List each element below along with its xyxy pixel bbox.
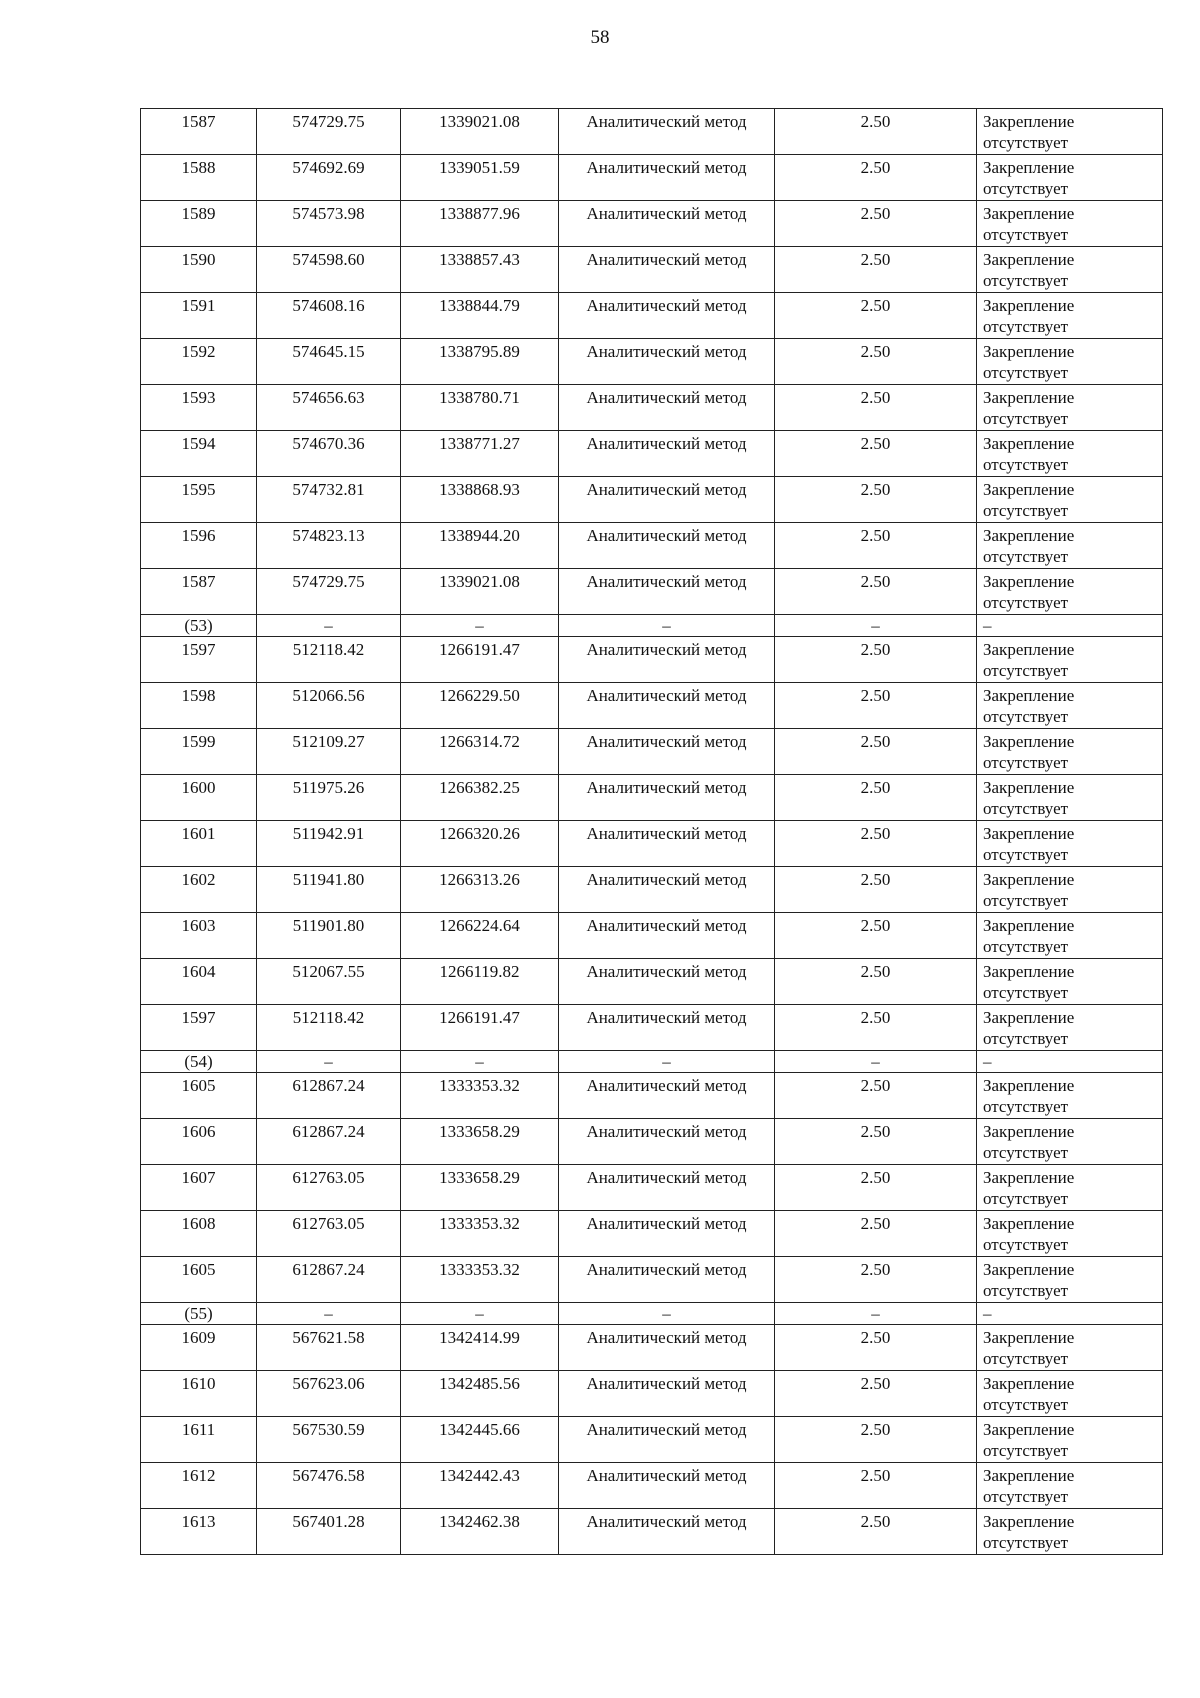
note-cell [977, 683, 1163, 729]
x-coordinate-cell: 512118.42 [257, 1005, 401, 1051]
note-line-2: отсутствует [983, 1441, 1069, 1460]
note-line-2: отсутствует [983, 1029, 1069, 1048]
note-line-1: Закрепление [983, 640, 1075, 659]
point-number-cell: 1613 [141, 1509, 257, 1555]
x-coordinate-cell: 512118.42 [257, 637, 401, 683]
point-number-cell: 1596 [141, 523, 257, 569]
y-coordinate-cell: 1338857.43 [401, 247, 559, 293]
y-coordinate-cell: 1342442.43 [401, 1463, 559, 1509]
accuracy-cell: 2.50 [775, 775, 977, 821]
table-row [141, 1073, 1163, 1119]
point-number-cell: 1592 [141, 339, 257, 385]
note-line-2: отсутствует [983, 1281, 1069, 1300]
x-coordinate-cell: 511901.80 [257, 913, 401, 959]
y-coordinate-cell: 1333658.29 [401, 1165, 559, 1211]
accuracy-cell: 2.50 [775, 1325, 977, 1371]
y-coordinate-cell: 1338877.96 [401, 201, 559, 247]
coordinates-table-body [141, 109, 1163, 1555]
note-line-2: отсутствует [983, 501, 1069, 520]
method-cell: Аналитический метод [559, 867, 775, 913]
table-row [141, 1119, 1163, 1165]
method-cell: Аналитический метод [559, 1005, 775, 1051]
note-line-1: Закрепление [983, 916, 1075, 935]
note-cell [977, 431, 1163, 477]
point-number-cell: 1588 [141, 155, 257, 201]
method-cell: Аналитический метод [559, 339, 775, 385]
note-cell [977, 959, 1163, 1005]
accuracy-cell: 2.50 [775, 683, 977, 729]
dash-cell: – [977, 1051, 1163, 1073]
method-cell: Аналитический метод [559, 1165, 775, 1211]
method-cell: Аналитический метод [559, 155, 775, 201]
y-coordinate-cell: 1333658.29 [401, 1119, 559, 1165]
note-cell [977, 1257, 1163, 1303]
method-cell: Аналитический метод [559, 683, 775, 729]
x-coordinate-cell: 574823.13 [257, 523, 401, 569]
y-coordinate-cell: 1342462.38 [401, 1509, 559, 1555]
table-row [141, 569, 1163, 615]
accuracy-cell: 2.50 [775, 1371, 977, 1417]
method-cell: Аналитический метод [559, 109, 775, 155]
point-number-cell: 1594 [141, 431, 257, 477]
method-cell: Аналитический метод [559, 293, 775, 339]
accuracy-cell: 2.50 [775, 1119, 977, 1165]
accuracy-cell: 2.50 [775, 1005, 977, 1051]
contour-separator-row [141, 615, 1163, 637]
table-row [141, 1257, 1163, 1303]
y-coordinate-cell: 1333353.32 [401, 1257, 559, 1303]
table-row [141, 1463, 1163, 1509]
table-row [141, 523, 1163, 569]
accuracy-cell: 2.50 [775, 1417, 977, 1463]
note-cell [977, 1073, 1163, 1119]
note-line-2: отсутствует [983, 133, 1069, 152]
method-cell: Аналитический метод [559, 637, 775, 683]
point-number-cell: 1603 [141, 913, 257, 959]
accuracy-cell: 2.50 [775, 729, 977, 775]
y-coordinate-cell: 1342485.56 [401, 1371, 559, 1417]
note-line-1: Закрепление [983, 686, 1075, 705]
accuracy-cell: 2.50 [775, 1257, 977, 1303]
accuracy-cell: 2.50 [775, 201, 977, 247]
note-cell [977, 867, 1163, 913]
method-cell: Аналитический метод [559, 1509, 775, 1555]
note-cell [977, 385, 1163, 431]
x-coordinate-cell: 574670.36 [257, 431, 401, 477]
y-coordinate-cell: 1342445.66 [401, 1417, 559, 1463]
y-coordinate-cell: 1338780.71 [401, 385, 559, 431]
note-line-2: отсутствует [983, 1235, 1069, 1254]
note-line-1: Закрепление [983, 1008, 1075, 1027]
coordinates-table [140, 108, 1163, 1555]
y-coordinate-cell: 1338944.20 [401, 523, 559, 569]
note-line-1: Закрепление [983, 112, 1075, 131]
accuracy-cell: 2.50 [775, 247, 977, 293]
x-coordinate-cell: 574598.60 [257, 247, 401, 293]
note-cell [977, 1211, 1163, 1257]
note-line-2: отсутствует [983, 1189, 1069, 1208]
note-cell [977, 1005, 1163, 1051]
point-number-cell: 1611 [141, 1417, 257, 1463]
x-coordinate-cell: 612867.24 [257, 1119, 401, 1165]
dash-cell: – [775, 1303, 977, 1325]
note-line-1: Закрепление [983, 296, 1075, 315]
table-row [141, 729, 1163, 775]
point-number-cell: 1597 [141, 637, 257, 683]
method-cell: Аналитический метод [559, 1325, 775, 1371]
note-line-1: Закрепление [983, 778, 1075, 797]
dash-cell: – [775, 615, 977, 637]
x-coordinate-cell: 567621.58 [257, 1325, 401, 1371]
dash-cell: – [559, 1051, 775, 1073]
y-coordinate-cell: 1338771.27 [401, 431, 559, 477]
accuracy-cell: 2.50 [775, 293, 977, 339]
note-cell [977, 1119, 1163, 1165]
note-cell [977, 1371, 1163, 1417]
note-cell [977, 201, 1163, 247]
note-line-2: отсутствует [983, 1487, 1069, 1506]
table-row [141, 1417, 1163, 1463]
note-line-2: отсутствует [983, 547, 1069, 566]
point-number-cell: 1598 [141, 683, 257, 729]
point-number-cell: 1606 [141, 1119, 257, 1165]
note-cell [977, 775, 1163, 821]
method-cell: Аналитический метод [559, 775, 775, 821]
point-number-cell: 1602 [141, 867, 257, 913]
table-row [141, 1371, 1163, 1417]
method-cell: Аналитический метод [559, 247, 775, 293]
point-number-cell: 1605 [141, 1257, 257, 1303]
note-line-2: отсутствует [983, 363, 1069, 382]
accuracy-cell: 2.50 [775, 339, 977, 385]
x-coordinate-cell: 567476.58 [257, 1463, 401, 1509]
point-number-cell: 1587 [141, 109, 257, 155]
y-coordinate-cell: 1339021.08 [401, 569, 559, 615]
point-number-cell: 1590 [141, 247, 257, 293]
dash-cell: – [401, 615, 559, 637]
note-cell [977, 821, 1163, 867]
method-cell: Аналитический метод [559, 959, 775, 1005]
y-coordinate-cell: 1266229.50 [401, 683, 559, 729]
x-coordinate-cell: 574608.16 [257, 293, 401, 339]
method-cell: Аналитический метод [559, 729, 775, 775]
note-cell [977, 637, 1163, 683]
method-cell: Аналитический метод [559, 569, 775, 615]
accuracy-cell: 2.50 [775, 1165, 977, 1211]
y-coordinate-cell: 1338844.79 [401, 293, 559, 339]
note-line-1: Закрепление [983, 962, 1075, 981]
table-row [141, 477, 1163, 523]
note-line-2: отсутствует [983, 661, 1069, 680]
y-coordinate-cell: 1266314.72 [401, 729, 559, 775]
table-row [141, 1005, 1163, 1051]
note-line-1: Закрепление [983, 1328, 1075, 1347]
method-cell: Аналитический метод [559, 523, 775, 569]
note-cell [977, 477, 1163, 523]
table-row [141, 1325, 1163, 1371]
table-row [141, 339, 1163, 385]
note-line-2: отсутствует [983, 1143, 1069, 1162]
point-number-cell: 1587 [141, 569, 257, 615]
note-line-1: Закрепление [983, 250, 1075, 269]
table-row [141, 247, 1163, 293]
note-line-2: отсутствует [983, 455, 1069, 474]
accuracy-cell: 2.50 [775, 477, 977, 523]
note-cell [977, 247, 1163, 293]
note-line-1: Закрепление [983, 732, 1075, 751]
note-line-2: отсутствует [983, 753, 1069, 772]
table-row [141, 385, 1163, 431]
accuracy-cell: 2.50 [775, 385, 977, 431]
x-coordinate-cell: 512109.27 [257, 729, 401, 775]
x-coordinate-cell: 574729.75 [257, 109, 401, 155]
note-cell [977, 1325, 1163, 1371]
x-coordinate-cell: 612867.24 [257, 1073, 401, 1119]
note-line-2: отсутствует [983, 983, 1069, 1002]
note-line-1: Закрепление [983, 824, 1075, 843]
note-line-1: Закрепление [983, 388, 1075, 407]
table-row [141, 637, 1163, 683]
table-row [141, 1165, 1163, 1211]
table-row [141, 913, 1163, 959]
table-row [141, 109, 1163, 155]
note-line-2: отсутствует [983, 225, 1069, 244]
y-coordinate-cell: 1333353.32 [401, 1211, 559, 1257]
point-number-cell: 1601 [141, 821, 257, 867]
note-line-1: Закрепление [983, 1420, 1075, 1439]
note-cell [977, 523, 1163, 569]
x-coordinate-cell: 612867.24 [257, 1257, 401, 1303]
note-line-1: Закрепление [983, 1168, 1075, 1187]
table-row [141, 293, 1163, 339]
method-cell: Аналитический метод [559, 1073, 775, 1119]
method-cell: Аналитический метод [559, 1371, 775, 1417]
method-cell: Аналитический метод [559, 477, 775, 523]
x-coordinate-cell: 612763.05 [257, 1165, 401, 1211]
dash-cell: – [775, 1051, 977, 1073]
dash-cell: – [559, 615, 775, 637]
y-coordinate-cell: 1266119.82 [401, 959, 559, 1005]
note-cell [977, 1165, 1163, 1211]
point-number-cell: 1593 [141, 385, 257, 431]
y-coordinate-cell: 1339051.59 [401, 155, 559, 201]
note-cell [977, 293, 1163, 339]
method-cell: Аналитический метод [559, 1417, 775, 1463]
table-row [141, 1509, 1163, 1555]
note-line-1: Закрепление [983, 204, 1075, 223]
note-line-1: Закрепление [983, 1374, 1075, 1393]
x-coordinate-cell: 574656.63 [257, 385, 401, 431]
note-line-1: Закрепление [983, 1214, 1075, 1233]
table-row [141, 683, 1163, 729]
note-line-1: Закрепление [983, 526, 1075, 545]
contour-separator-row [141, 1303, 1163, 1325]
note-cell [977, 155, 1163, 201]
y-coordinate-cell: 1266320.26 [401, 821, 559, 867]
accuracy-cell: 2.50 [775, 1509, 977, 1555]
accuracy-cell: 2.50 [775, 109, 977, 155]
point-number-cell: 1591 [141, 293, 257, 339]
method-cell: Аналитический метод [559, 385, 775, 431]
note-cell [977, 913, 1163, 959]
note-line-2: отсутствует [983, 799, 1069, 818]
table-row [141, 1211, 1163, 1257]
note-line-2: отсутствует [983, 593, 1069, 612]
y-coordinate-cell: 1266313.26 [401, 867, 559, 913]
accuracy-cell: 2.50 [775, 959, 977, 1005]
accuracy-cell: 2.50 [775, 1463, 977, 1509]
x-coordinate-cell: 512066.56 [257, 683, 401, 729]
accuracy-cell: 2.50 [775, 431, 977, 477]
table-row [141, 431, 1163, 477]
method-cell: Аналитический метод [559, 821, 775, 867]
x-coordinate-cell: 512067.55 [257, 959, 401, 1005]
note-line-1: Закрепление [983, 342, 1075, 361]
point-number-cell: 1612 [141, 1463, 257, 1509]
point-number-cell: 1600 [141, 775, 257, 821]
method-cell: Аналитический метод [559, 1211, 775, 1257]
note-line-2: отсутствует [983, 1395, 1069, 1414]
method-cell: Аналитический метод [559, 913, 775, 959]
note-cell [977, 339, 1163, 385]
contour-label-cell: (54) [141, 1051, 257, 1073]
note-cell [977, 729, 1163, 775]
y-coordinate-cell: 1266191.47 [401, 637, 559, 683]
note-line-1: Закрепление [983, 1076, 1075, 1095]
page-number: 58 [590, 27, 610, 48]
note-line-1: Закрепление [983, 870, 1075, 889]
table-row [141, 155, 1163, 201]
note-cell [977, 569, 1163, 615]
dash-cell: – [977, 615, 1163, 637]
x-coordinate-cell: 511942.91 [257, 821, 401, 867]
contour-separator-row [141, 1051, 1163, 1073]
note-cell [977, 1417, 1163, 1463]
method-cell: Аналитический метод [559, 431, 775, 477]
note-line-2: отсутствует [983, 707, 1069, 726]
note-line-1: Закрепление [983, 1512, 1075, 1531]
y-coordinate-cell: 1333353.32 [401, 1073, 559, 1119]
x-coordinate-cell: 574573.98 [257, 201, 401, 247]
accuracy-cell: 2.50 [775, 637, 977, 683]
point-number-cell: 1609 [141, 1325, 257, 1371]
note-line-1: Закрепление [983, 480, 1075, 499]
dash-cell: – [401, 1051, 559, 1073]
note-line-1: Закрепление [983, 1122, 1075, 1141]
accuracy-cell: 2.50 [775, 569, 977, 615]
x-coordinate-cell: 574729.75 [257, 569, 401, 615]
note-line-2: отсутствует [983, 179, 1069, 198]
table-row [141, 775, 1163, 821]
y-coordinate-cell: 1266191.47 [401, 1005, 559, 1051]
contour-label-cell: (53) [141, 615, 257, 637]
note-line-2: отсутствует [983, 1533, 1069, 1552]
x-coordinate-cell: 511941.80 [257, 867, 401, 913]
note-line-1: Закрепление [983, 158, 1075, 177]
note-line-1: Закрепление [983, 1466, 1075, 1485]
note-line-2: отсутствует [983, 845, 1069, 864]
dash-cell: – [401, 1303, 559, 1325]
method-cell: Аналитический метод [559, 1257, 775, 1303]
point-number-cell: 1608 [141, 1211, 257, 1257]
accuracy-cell: 2.50 [775, 155, 977, 201]
note-line-1: Закрепление [983, 572, 1075, 591]
method-cell: Аналитический метод [559, 1463, 775, 1509]
point-number-cell: 1605 [141, 1073, 257, 1119]
note-line-2: отсутствует [983, 409, 1069, 428]
y-coordinate-cell: 1342414.99 [401, 1325, 559, 1371]
x-coordinate-cell: 511975.26 [257, 775, 401, 821]
y-coordinate-cell: 1338795.89 [401, 339, 559, 385]
accuracy-cell: 2.50 [775, 523, 977, 569]
point-number-cell: 1589 [141, 201, 257, 247]
accuracy-cell: 2.50 [775, 867, 977, 913]
x-coordinate-cell: 567401.28 [257, 1509, 401, 1555]
point-number-cell: 1595 [141, 477, 257, 523]
accuracy-cell: 2.50 [775, 1073, 977, 1119]
table-row [141, 867, 1163, 913]
x-coordinate-cell: 574645.15 [257, 339, 401, 385]
note-cell [977, 109, 1163, 155]
method-cell: Аналитический метод [559, 1119, 775, 1165]
y-coordinate-cell: 1339021.08 [401, 109, 559, 155]
y-coordinate-cell: 1266382.25 [401, 775, 559, 821]
contour-label-cell: (55) [141, 1303, 257, 1325]
point-number-cell: 1604 [141, 959, 257, 1005]
accuracy-cell: 2.50 [775, 1211, 977, 1257]
x-coordinate-cell: 612763.05 [257, 1211, 401, 1257]
dash-cell: – [257, 1051, 401, 1073]
note-line-2: отсутствует [983, 317, 1069, 336]
point-number-cell: 1599 [141, 729, 257, 775]
x-coordinate-cell: 567623.06 [257, 1371, 401, 1417]
note-line-2: отсутствует [983, 1097, 1069, 1116]
method-cell: Аналитический метод [559, 201, 775, 247]
x-coordinate-cell: 567530.59 [257, 1417, 401, 1463]
table-row [141, 959, 1163, 1005]
note-line-2: отсутствует [983, 891, 1069, 910]
dash-cell: – [977, 1303, 1163, 1325]
point-number-cell: 1597 [141, 1005, 257, 1051]
dash-cell: – [559, 1303, 775, 1325]
note-line-1: Закрепление [983, 434, 1075, 453]
accuracy-cell: 2.50 [775, 913, 977, 959]
dash-cell: – [257, 1303, 401, 1325]
note-line-2: отсутствует [983, 271, 1069, 290]
table-row [141, 821, 1163, 867]
point-number-cell: 1610 [141, 1371, 257, 1417]
x-coordinate-cell: 574692.69 [257, 155, 401, 201]
note-line-1: Закрепление [983, 1260, 1075, 1279]
accuracy-cell: 2.50 [775, 821, 977, 867]
x-coordinate-cell: 574732.81 [257, 477, 401, 523]
note-line-2: отсутствует [983, 1349, 1069, 1368]
y-coordinate-cell: 1266224.64 [401, 913, 559, 959]
note-line-2: отсутствует [983, 937, 1069, 956]
note-cell [977, 1463, 1163, 1509]
y-coordinate-cell: 1338868.93 [401, 477, 559, 523]
dash-cell: – [257, 615, 401, 637]
note-cell [977, 1509, 1163, 1555]
point-number-cell: 1607 [141, 1165, 257, 1211]
table-row [141, 201, 1163, 247]
